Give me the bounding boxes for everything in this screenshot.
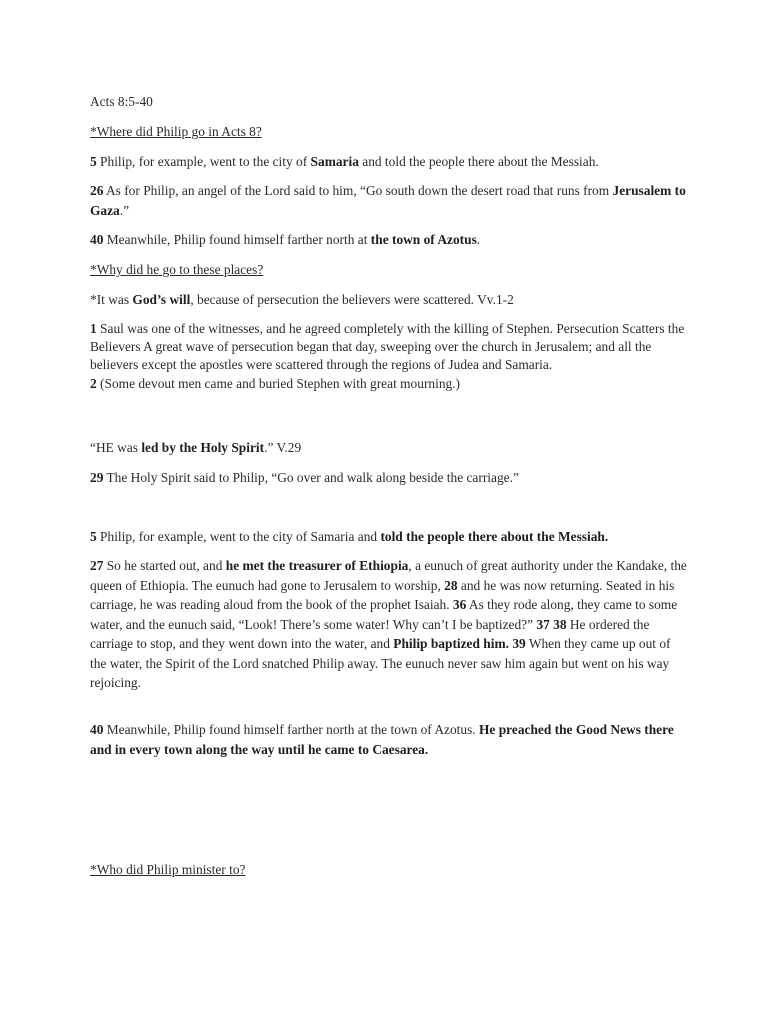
verse-number: 29 (90, 470, 104, 485)
verse-29: 29 The Holy Spirit said to Philip, “Go over and walk along beside the carriage.” (90, 470, 519, 485)
verse-26-gaza: 26 As for Philip, an angel of the Lord said to him, “Go south down the desert road that runs from Jerusalem to Gaza.” (90, 183, 686, 218)
verse-40-azotus: 40 Meanwhile, Philip found himself farther north at the town of Azotus. (90, 232, 481, 247)
verse-5-messiah: 5 Philip, for example, went to the city of Samaria and told the people there about the Messiah. (90, 529, 609, 544)
verse-number: 5 (90, 154, 97, 169)
document-title: Acts 8:5-40 (90, 94, 153, 109)
verse-number: 5 (90, 529, 97, 544)
gods-will-line: *It was God’s will, because of persecution the believers were scattered. Vv.1-2 (90, 292, 514, 307)
verse-40-caesarea: 40 Meanwhile, Philip found himself farther north at the town of Azotus. He preached the Good News there and in every town along the way until he came to Caesarea. (90, 722, 674, 757)
verse-27-39-paragraph: 27 So he started out, and he met the treasurer of Ethiopia, a eunuch of great authority under the Kandake, the queen of Ethiopia. The eunuch had gone to Jerusalem to worship, 28 and he was now returning. Seated in his carriage, he was reading aloud from the book of the prophet Isaiah. 36 As they rode along, they came to some water, and the eunuch said, “Look! There’s some water! Why can’t I be baptized?” 37 38 He ordered the carriage to stop, and they went down into the water, and Philip baptized him. 39 When they came up out of the water, the Spirit of the Lord snatched Philip away. The eunuch never saw him again but went on his way rejoicing. (90, 558, 687, 690)
verse-1-2-paragraph: 1 Saul was one of the witnesses, and he agreed completely with the killing of Stephen. Persecution Scatters the Believers A great wave of persecution began that day, sweeping over the church in Jerusalem; and all the believers except the apostles were scattered through the regions of Judea and Samaria. 2 (Some devout men came and buried Stephen with great mourning.) (90, 321, 685, 391)
verse-number: 39 (512, 636, 526, 651)
verse-number: 1 (90, 321, 97, 336)
verse-5-samaria: 5 Philip, for example, went to the city of Samaria and told the people there about the Messiah. (90, 154, 599, 169)
verse-number: 27 (90, 558, 104, 573)
verse-number: 28 (444, 577, 458, 593)
verse-number: 40 (90, 232, 104, 247)
question-who: *Who did Philip minister to? (90, 862, 246, 877)
verse-number: 40 (90, 722, 104, 737)
holy-spirit-line: “HE was led by the Holy Spirit.” V.29 (90, 440, 302, 455)
verse-number: 26 (90, 183, 104, 198)
verse-number: 2 (90, 375, 97, 391)
question-why: *Why did he go to these places? (90, 262, 264, 277)
question-where: *Where did Philip go in Acts 8? (90, 124, 262, 139)
verse-number: 37 38 (536, 616, 567, 632)
verse-number: 36 (452, 597, 467, 612)
